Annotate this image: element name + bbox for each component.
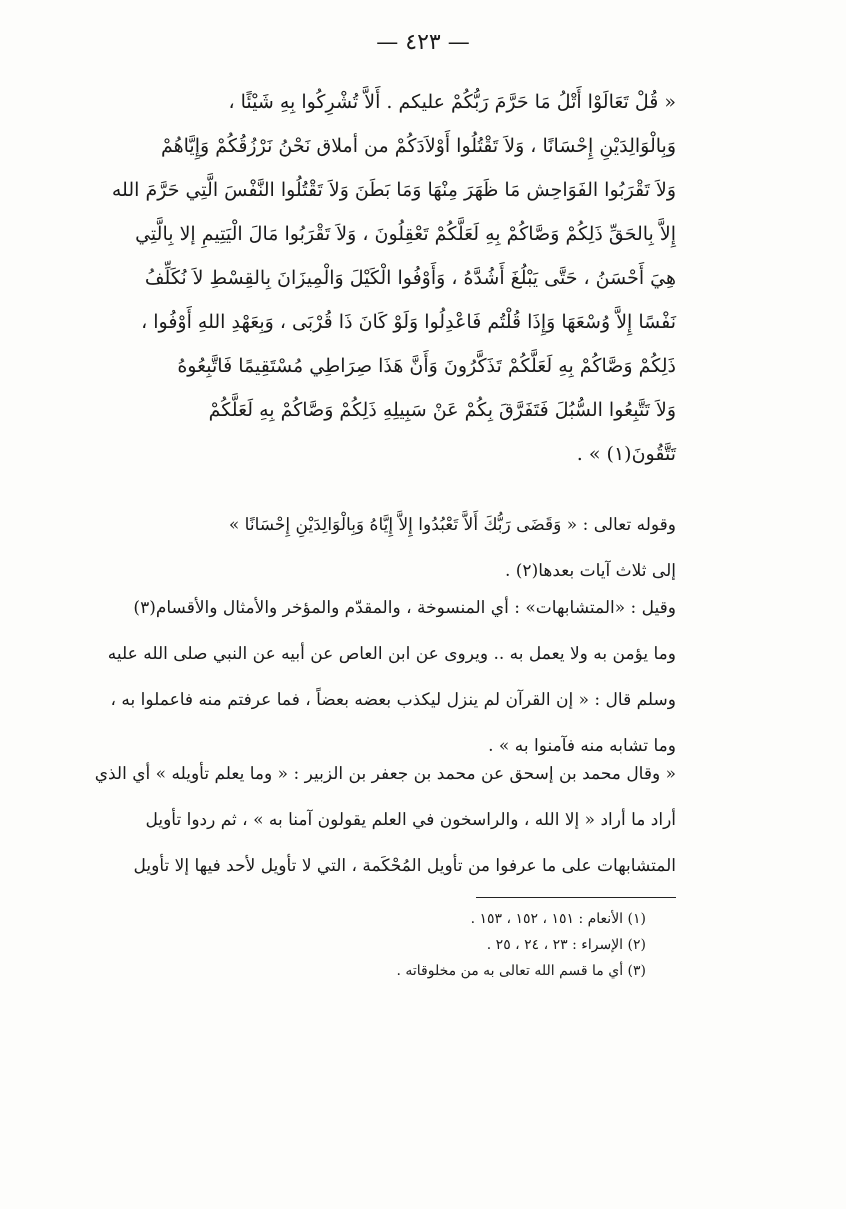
paragraph-line: « وقال محمد بن إسحق عن محمد بن جعفر بن الزبير : « وما يعلم تأويله » أي الذي xyxy=(94,764,676,784)
verse-line: وَبِالْوَالِدَيْنِ إِحْسَانًا ، وَلاَ تَقْتُلُوا أَوْلاَدَكُمْ من أملاق نَحْنُ نَرْزُقُكُمْ وَإِيَّاهُمْ xyxy=(160,135,676,157)
paragraph-line: وقيل : «المتشابهات» : أي المنسوخة ، والمقدّم والمؤخر والأمثال والأقسام(٣) xyxy=(133,598,676,618)
paragraph-line: أراد ما أراد « إلا الله ، والراسخون في العلم يقولون آمنا به » ، ثم ردوا تأويل xyxy=(145,810,676,830)
verse-line: هِيَ أَحْسَنُ ، حَتَّى يَبْلُغَ أَشُدَّهُ ، وَأَوْفُوا الْكَيْلَ وَالْمِيزَانَ بِالقِسْطِ لاَ نُكَلِّفُ xyxy=(144,267,676,289)
paragraph-line: وقوله تعالى : « وَقَضَى رَبُّكَ أَلاَّ تَعْبُدُوا إِلاَّ إِيَّاهُ وَبِالْوَالِدَيْنِ إِحْسَانًا » xyxy=(228,515,676,535)
paragraph-line: وما تشابه منه فآمنوا به » . xyxy=(488,736,676,756)
paragraph-line: وسلم قال : « إن القرآن لم ينزل ليكذب بعضه بعضاً ، فما عرفتم منه فاعملوا به ، xyxy=(110,690,676,710)
verse-line: نَفْسًا إِلاَّ وُسْعَهَا وَإِذَا قُلْتُم فَاعْدِلُوا وَلَوْ كَانَ ذَا قُرْبَى ، وَبِعَهْدِ اللهِ أَوْفُوا ، xyxy=(141,311,676,333)
paragraph-line: إلى ثلاث آيات بعدها(٢) . xyxy=(504,561,676,581)
footnote-divider xyxy=(476,897,676,898)
verse-line: ذَلِكُمْ وَصَّاكُمْ بِهِ لَعَلَّكُمْ تَذَكَّرُونَ وَأَنَّ هَذَا صِرَاطِي مُسْتَقِيمًا فَاتَّبِعُوهُ xyxy=(177,355,676,377)
footnotes xyxy=(166,906,646,984)
quran-verse-block xyxy=(111,80,676,476)
paragraph xyxy=(164,502,676,594)
page-number: — ٤٢٣ — xyxy=(376,30,470,55)
footnote: (٢) الإسراء : ٢٣ ، ٢٤ ، ٢٥ . xyxy=(486,937,646,953)
verse-line: وَلاَ تَقْرَبُوا الفَوَاحِش مَا ظَهَرَ مِنْهَا وَمَا بَطَنَ وَلاَ تَقْتُلُوا النَّفْسَ الَّتِي حَرَّمَ الله xyxy=(111,179,676,201)
verse-line: « قُلْ تَعَالَوْا أَتْلُ مَا حَرَّمَ رَبُّكُمْ عليكم . أَلاَّ تُشْرِكُوا بِهِ شَيْئًا ، xyxy=(228,91,676,113)
paragraph-line: وما يؤمن به ولا يعمل به .. ويروى عن ابن العاص عن أبيه عن النبي صلى الله عليه xyxy=(107,644,676,664)
paragraph xyxy=(94,751,676,889)
paragraph xyxy=(107,585,676,769)
footnote: (٣) أي ما قسم الله تعالى به من مخلوقاته . xyxy=(396,963,646,979)
verse-line: وَلاَ تَتَّبِعُوا السُّبُلَ فَتَفَرَّقَ بِكُمْ عَنْ سَبِيلِهِ ذَلِكُمْ وَصَّاكُمْ بِهِ لَعَلَّكُمْ xyxy=(208,399,676,421)
verse-line: إِلاَّ بِالحَقِّ ذَلِكُمْ وَصَّاكُمْ بِهِ لَعَلَّكُمْ تَعْقِلُونَ ، وَلاَ تَقْرَبُوا مَالَ الْيَتِيمِ إلا بِالَّتِي xyxy=(135,223,676,245)
verse-line: تَتَّقُونَ(١) » . xyxy=(576,443,676,465)
paragraph-line: المتشابهات على ما عرفوا من تأويل المُحْكَمة ، التي لا تأويل لأحد فيها إلا تأويل xyxy=(133,856,676,876)
footnote: (١) الأنعام : ١٥١ ، ١٥٢ ، ١٥٣ . xyxy=(470,911,646,927)
